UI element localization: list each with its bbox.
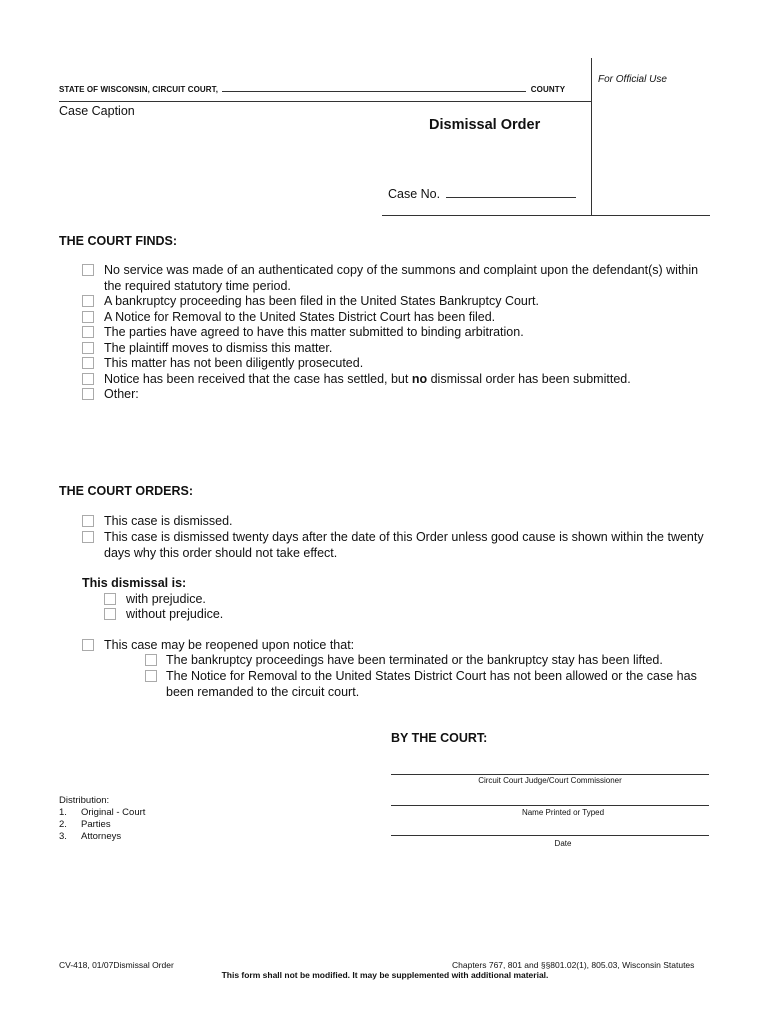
county-label: COUNTY (530, 85, 566, 94)
reopen-removal-label (166, 669, 697, 700)
distribution-num: 1. (59, 807, 67, 818)
case-no-label: Case No. (388, 187, 441, 201)
finds-checkbox-4[interactable] (82, 326, 94, 338)
finds-checkbox-1[interactable] (82, 264, 94, 276)
finds-checkbox-5[interactable] (82, 342, 94, 354)
date-line[interactable] (391, 835, 709, 836)
finds-item-1-line1: No service was made of an authenticated copy of the summons and complaint upon the defendant(s) within (104, 263, 699, 277)
finds-item-7 (104, 372, 631, 388)
orders-checkbox-1[interactable] (82, 515, 94, 527)
finds-item-8: Other: (104, 387, 139, 401)
distribution-heading: Distribution: (59, 795, 110, 806)
with-prejudice-checkbox[interactable] (104, 593, 116, 605)
distribution-num: 2. (59, 819, 67, 830)
without-prejudice-checkbox[interactable] (104, 608, 116, 620)
reopen-label: This case may be reopened upon notice that: (104, 638, 355, 652)
judge-signature-label: Circuit Court Judge/Court Commissioner (478, 776, 622, 785)
document-title: Dismissal Order (429, 117, 541, 133)
finds-item-1-line2: the required statutory time period. (104, 278, 291, 293)
state-court-label: STATE OF WISCONSIN, CIRCUIT COURT, (59, 85, 219, 94)
without-prejudice-label: without prejudice. (126, 607, 224, 621)
orders-item-2-line1: This case is dismissed twenty days after the date of this Order unless good cause is shown within the twenty (104, 530, 704, 544)
reopen-removal-line2: been remanded to the circuit court. (166, 684, 360, 699)
finds-item-1 (104, 263, 698, 294)
finds-item-3: A Notice for Removal to the United States District Court has been filed. (104, 310, 496, 324)
distribution-item (59, 819, 145, 831)
reopen-removal-line1: The Notice for Removal to the United States District Court has not been allowed or the case has (166, 669, 697, 683)
finds-checkbox-8[interactable] (82, 388, 94, 400)
judge-signature-line[interactable] (391, 774, 709, 775)
name-printed-line[interactable] (391, 805, 709, 806)
with-prejudice-label: with prejudice. (126, 592, 206, 606)
finds-checkbox-3[interactable] (82, 311, 94, 323)
name-printed-label: Name Printed or Typed (521, 808, 605, 817)
reopen-bankruptcy-checkbox[interactable] (145, 654, 157, 666)
statutes-reference: Chapters 767, 801 and §§801.02(1), 805.03, Wisconsin Statutes (452, 960, 695, 970)
modification-notice: This form shall not be modified. It may be supplemented with additional material. (221, 970, 549, 980)
case-no-fill-line[interactable] (446, 197, 576, 198)
orders-checkbox-2[interactable] (82, 531, 94, 543)
orders-item-1: This case is dismissed. (104, 514, 233, 528)
finds-item-2: A bankruptcy proceeding has been filed in the United States Bankruptcy Court. (104, 294, 539, 308)
distribution-block (59, 795, 145, 843)
finds-checkbox-7[interactable] (82, 373, 94, 385)
orders-item-2 (104, 530, 704, 561)
finds-item-7-pre: Notice has been received that the case has settled, but (104, 372, 412, 386)
date-label: Date (554, 839, 572, 848)
form-id: CV-418, 01/07Dismissal Order (59, 960, 174, 970)
court-finds-heading: THE COURT FINDS: (59, 234, 178, 248)
by-the-court-heading: BY THE COURT: (391, 731, 488, 745)
reopen-removal-checkbox[interactable] (145, 670, 157, 682)
reopen-checkbox[interactable] (82, 639, 94, 651)
finds-checkbox-6[interactable] (82, 357, 94, 369)
orders-item-2-line2: days why this order should not take effect. (104, 545, 338, 560)
finds-item-7-bold: no (411, 372, 428, 386)
distribution-item (59, 831, 145, 843)
reopen-bankruptcy-label: The bankruptcy proceedings have been terminated or the bankruptcy stay has been lifted. (166, 653, 663, 667)
court-orders-heading: THE COURT ORDERS: (59, 484, 194, 498)
dismissal-heading: This dismissal is: (82, 576, 187, 590)
finds-item-6: This matter has not been diligently prosecuted. (104, 356, 364, 370)
court-county-line (59, 85, 581, 94)
header-divider (59, 101, 591, 102)
distribution-num: 3. (59, 831, 67, 842)
distribution-item (59, 807, 145, 819)
caption-bottom-line (382, 215, 710, 216)
distribution-label: Parties (81, 819, 111, 830)
finds-item-5: The plaintiff moves to dismiss this matter. (104, 341, 333, 355)
distribution-label: Attorneys (81, 831, 122, 842)
county-fill-line[interactable] (222, 91, 526, 92)
official-use-divider (591, 58, 592, 216)
distribution-label: Original - Court (81, 807, 146, 818)
case-number-line (388, 187, 576, 201)
case-caption-label: Case Caption (59, 104, 135, 118)
finds-checkbox-2[interactable] (82, 295, 94, 307)
official-use-label: For Official Use (598, 74, 667, 85)
finds-item-4: The parties have agreed to have this matter submitted to binding arbitration. (104, 325, 524, 339)
finds-item-7-post: dismissal order has been submitted. (427, 372, 631, 386)
